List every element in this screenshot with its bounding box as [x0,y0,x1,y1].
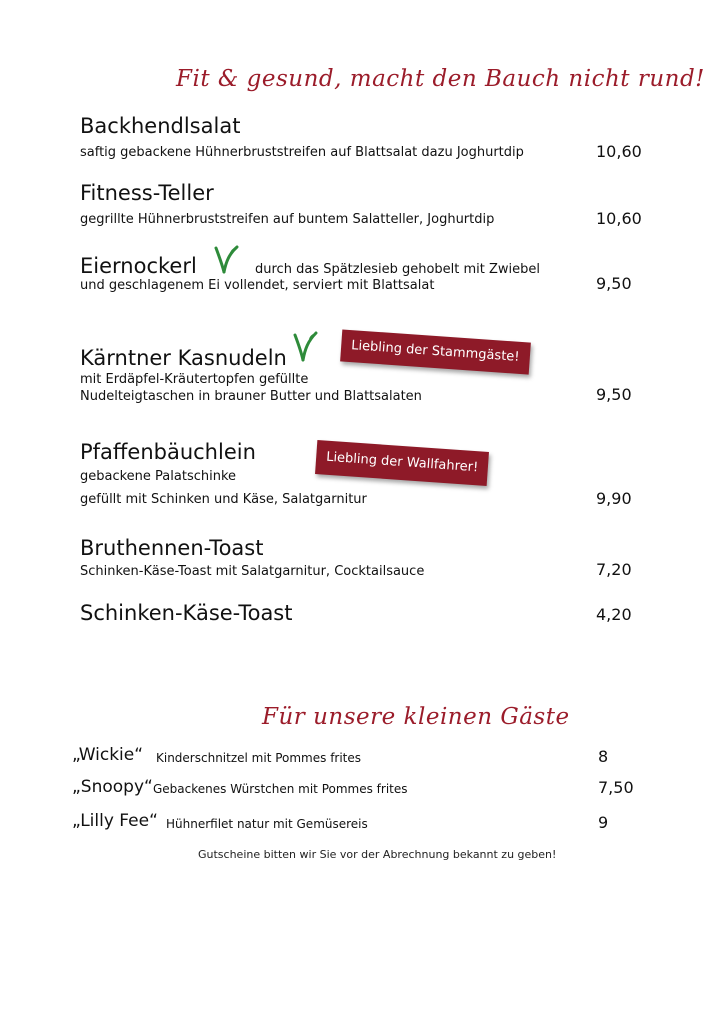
kids-price-lilly-fee: 9 [598,813,609,832]
badge-stammgaeste: Liebling der Stammgäste! [340,329,530,374]
dish-price-fitness-teller: 10,60 [596,209,642,228]
main-heading: Fit & gesund, macht den Bauch nicht rund! [176,66,705,92]
kids-desc-lilly-fee: Hühnerfilet natur mit Gemüsereis [166,817,368,831]
kids-name-snoopy: „Snoopy“ [72,777,153,797]
dish-price-eiernockerl: 9,50 [596,274,632,293]
voucher-note: Gutscheine bitten wir Sie vor der Abrechnung bekannt zu geben! [198,848,557,861]
kids-name-wickie: „Wickie“ [72,745,144,765]
vegetarian-leaf-icon [213,244,239,274]
dish-desc-eiernockerl-line2: und geschlagenem Ei vollendet, serviert mit Blattsalat [80,278,435,293]
vegetarian-leaf-icon [292,330,318,362]
dish-price-bruthennen-toast: 7,20 [596,560,632,579]
dish-name-schinken-kaese-toast: Schinken-Käse-Toast [80,601,293,625]
dish-name-pfaffenbaeuchlein: Pfaffenbäuchlein [80,440,256,464]
dish-price-kasnudeln: 9,50 [596,385,632,404]
dish-name-kaerntner-kasnudeln: Kärntner Kasnudeln [80,346,287,370]
dish-name-fitness-teller: Fitness-Teller [80,181,214,205]
kids-desc-snoopy: Gebackenes Würstchen mit Pommes frites [153,782,408,796]
dish-name-backhendlsalat: Backhendlsalat [80,114,241,138]
dish-desc-pfaffenbaeuchlein-line2: gefüllt mit Schinken und Käse, Salatgarnitur [80,492,367,507]
dish-name-eiernockerl: Eiernockerl [80,254,197,278]
kids-heading: Für unsere kleinen Gäste [262,704,570,730]
dish-desc-eiernockerl-line1: durch das Spätzlesieb gehobelt mit Zwiebel [255,262,541,277]
kids-desc-wickie: Kinderschnitzel mit Pommes frites [156,751,362,765]
kids-price-wickie: 8 [598,747,609,766]
dish-desc-kasnudeln-line1: mit Erdäpfel-Kräutertopfen gefüllte [80,372,309,387]
dish-price-backhendlsalat: 10,60 [596,142,642,161]
dish-name-bruthennen-toast: Bruthennen-Toast [80,536,264,560]
kids-name-lilly-fee: „Lilly Fee“ [72,811,158,831]
dish-desc-backhendlsalat: saftig gebackene Hühnerbruststreifen auf Blattsalat dazu Joghurtdip [80,145,524,160]
dish-desc-pfaffenbaeuchlein-line1: gebackene Palatschinke [80,469,237,484]
dish-desc-fitness-teller: gegrillte Hühnerbruststreifen auf buntem Salatteller, Joghurtdip [80,212,495,227]
dish-price-pfaffenbaeuchlein: 9,90 [596,489,632,508]
badge-wallfahrer: Liebling der Wallfahrer! [315,440,489,486]
dish-desc-bruthennen-toast: Schinken-Käse-Toast mit Salatgarnitur, Cocktailsauce [80,564,425,579]
dish-price-schinken-kaese-toast: 4,20 [596,605,632,624]
kids-price-snoopy: 7,50 [598,778,634,797]
dish-desc-kasnudeln-line2: Nudelteigtaschen in brauner Butter und Blattsalaten [80,389,422,404]
